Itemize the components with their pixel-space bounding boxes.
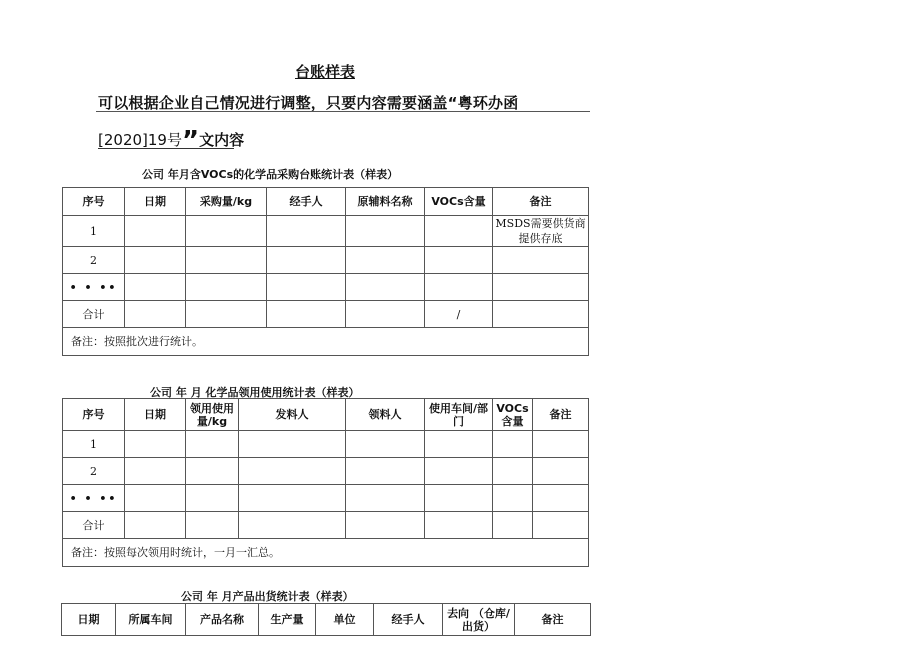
table-cell[interactable] bbox=[125, 512, 186, 539]
row-seq: 1 bbox=[63, 216, 125, 247]
table-cell[interactable] bbox=[533, 458, 589, 485]
table-cell[interactable] bbox=[425, 431, 493, 458]
table1-year-label: 年 bbox=[167, 168, 179, 181]
table-cell[interactable] bbox=[125, 458, 186, 485]
table2-header-cell: 备注 bbox=[533, 399, 589, 431]
table-cell[interactable] bbox=[346, 512, 425, 539]
table-cell[interactable] bbox=[125, 431, 186, 458]
table3-header-cell: 备注 bbox=[515, 604, 591, 636]
table-cell[interactable] bbox=[533, 431, 589, 458]
table-cell[interactable] bbox=[425, 216, 493, 247]
row-seq-ellipsis: • • •• bbox=[63, 485, 125, 512]
table-cell[interactable] bbox=[346, 216, 425, 247]
table-row-total bbox=[63, 301, 589, 328]
table-cell[interactable] bbox=[267, 247, 346, 274]
table3-header-cell: 产品名称 bbox=[186, 604, 259, 636]
table2-header-cell: 序号 bbox=[63, 399, 125, 431]
table3-header-cell: 经手人 bbox=[374, 604, 443, 636]
table-cell[interactable] bbox=[239, 485, 346, 512]
table3-header-cell: 所属车间 bbox=[116, 604, 186, 636]
table2-note: 备注：按照每次领用时统计，一月一汇总。 bbox=[63, 539, 589, 567]
table1-note: 备注：按照批次进行统计。 bbox=[63, 328, 589, 356]
table1-header-cell: 经手人 bbox=[267, 188, 346, 216]
table1-header-cell: 日期 bbox=[125, 188, 186, 216]
row-seq: 1 bbox=[63, 431, 125, 458]
page-title: 台账样表 bbox=[294, 63, 355, 81]
table-cell[interactable] bbox=[239, 458, 346, 485]
table-cell[interactable] bbox=[346, 274, 425, 301]
table2-year-label: 年 bbox=[175, 386, 187, 399]
table3-header-cell: 去向 （仓库/出货） bbox=[443, 604, 515, 636]
table1-company-label: 公司 bbox=[142, 168, 164, 181]
table-cell[interactable] bbox=[425, 458, 493, 485]
row-remark: MSDS需要供货商提供存底 bbox=[493, 216, 589, 247]
row-total-label: 合计 bbox=[63, 301, 125, 328]
table2-title: 化学品领用使用统计表（样表） bbox=[205, 386, 360, 399]
intro-line-1: 可以根据企业自己情况进行调整，只要内容需要涵盖“粤环办函 bbox=[98, 94, 519, 112]
table3-header-cell: 生产量 bbox=[259, 604, 316, 636]
table3-header-row bbox=[62, 604, 591, 636]
table-cell[interactable] bbox=[493, 458, 533, 485]
table2-header-cell: VOCs含量 bbox=[493, 399, 533, 431]
table1-note-row bbox=[63, 328, 589, 356]
table1-header-cell: 采购量/kg bbox=[186, 188, 267, 216]
table-cell[interactable] bbox=[186, 247, 267, 274]
table1 bbox=[62, 187, 589, 356]
table-cell[interactable] bbox=[533, 485, 589, 512]
table1-caption bbox=[142, 166, 398, 182]
table2-header-cell: 使用车间/部门 bbox=[425, 399, 493, 431]
table-cell[interactable] bbox=[493, 274, 589, 301]
intro-line-2-underline bbox=[98, 148, 234, 149]
row-seq-ellipsis: • • •• bbox=[63, 274, 125, 301]
intro-suffix: 文内容 bbox=[199, 131, 245, 149]
table-row bbox=[63, 485, 589, 512]
table-row bbox=[63, 247, 589, 274]
table1-header-row bbox=[63, 188, 589, 216]
row-seq: 2 bbox=[63, 458, 125, 485]
table-row-total bbox=[63, 512, 589, 539]
table-cell[interactable] bbox=[186, 301, 267, 328]
table2-note-row bbox=[63, 539, 589, 567]
table-cell[interactable] bbox=[493, 512, 533, 539]
table-cell[interactable] bbox=[493, 301, 589, 328]
table-cell[interactable] bbox=[346, 301, 425, 328]
table-cell[interactable] bbox=[186, 512, 239, 539]
row-seq: 2 bbox=[63, 247, 125, 274]
table3-header-cell: 日期 bbox=[62, 604, 116, 636]
table2-header-cell: 日期 bbox=[125, 399, 186, 431]
table-cell[interactable] bbox=[425, 512, 493, 539]
table-cell[interactable] bbox=[425, 274, 493, 301]
table2-header-row bbox=[63, 399, 589, 431]
table-cell[interactable] bbox=[346, 458, 425, 485]
table-cell[interactable] bbox=[267, 301, 346, 328]
table-cell[interactable] bbox=[186, 216, 267, 247]
table3-header-cell: 单位 bbox=[316, 604, 374, 636]
table1-title: 月含VOCs的化学品采购台账统计表（样表） bbox=[178, 168, 399, 181]
table-row bbox=[63, 274, 589, 301]
table2-header-cell: 领料人 bbox=[346, 399, 425, 431]
table2-month-label: 月 bbox=[190, 386, 202, 399]
table-cell[interactable] bbox=[267, 216, 346, 247]
table-cell[interactable] bbox=[346, 431, 425, 458]
table-cell[interactable] bbox=[425, 247, 493, 274]
table-cell[interactable] bbox=[125, 301, 186, 328]
intro-line-2 bbox=[98, 126, 244, 156]
table-cell[interactable] bbox=[267, 274, 346, 301]
table-cell[interactable] bbox=[425, 485, 493, 512]
table-row bbox=[63, 431, 589, 458]
table1-header-cell: 备注 bbox=[493, 188, 589, 216]
table1-header-cell: 序号 bbox=[63, 188, 125, 216]
table-cell[interactable] bbox=[125, 216, 186, 247]
row-total-vocs: / bbox=[425, 301, 493, 328]
table-cell[interactable] bbox=[125, 485, 186, 512]
table-cell[interactable] bbox=[239, 512, 346, 539]
table-cell[interactable] bbox=[186, 431, 239, 458]
table-cell[interactable] bbox=[493, 431, 533, 458]
table2-company-label: 公司 bbox=[150, 386, 172, 399]
table-cell[interactable] bbox=[493, 485, 533, 512]
table-cell[interactable] bbox=[125, 274, 186, 301]
table-cell[interactable] bbox=[186, 485, 239, 512]
table1-header-cell: VOCs含量 bbox=[425, 188, 493, 216]
table-cell[interactable] bbox=[346, 485, 425, 512]
row-total-label: 合计 bbox=[63, 512, 125, 539]
intro-underline bbox=[96, 111, 590, 112]
table2-header-cell: 领用使用量/kg bbox=[186, 399, 239, 431]
table-cell[interactable] bbox=[493, 247, 589, 274]
table-row bbox=[63, 216, 589, 247]
table-cell[interactable] bbox=[186, 274, 267, 301]
table-cell[interactable] bbox=[346, 247, 425, 274]
table-cell[interactable] bbox=[533, 512, 589, 539]
intro-quote-mark: ” bbox=[181, 126, 200, 156]
table2 bbox=[62, 398, 589, 567]
table-cell[interactable] bbox=[239, 431, 346, 458]
table2-header-cell: 发料人 bbox=[239, 399, 346, 431]
table-cell[interactable] bbox=[125, 247, 186, 274]
table-cell[interactable] bbox=[186, 458, 239, 485]
table-row bbox=[63, 458, 589, 485]
table3-caption: 公司 年 月产品出货统计表（样表） bbox=[181, 590, 354, 603]
table3 bbox=[61, 603, 591, 636]
intro-doc-number: [2020]19号 bbox=[98, 131, 182, 149]
table1-header-cell: 原辅料名称 bbox=[346, 188, 425, 216]
